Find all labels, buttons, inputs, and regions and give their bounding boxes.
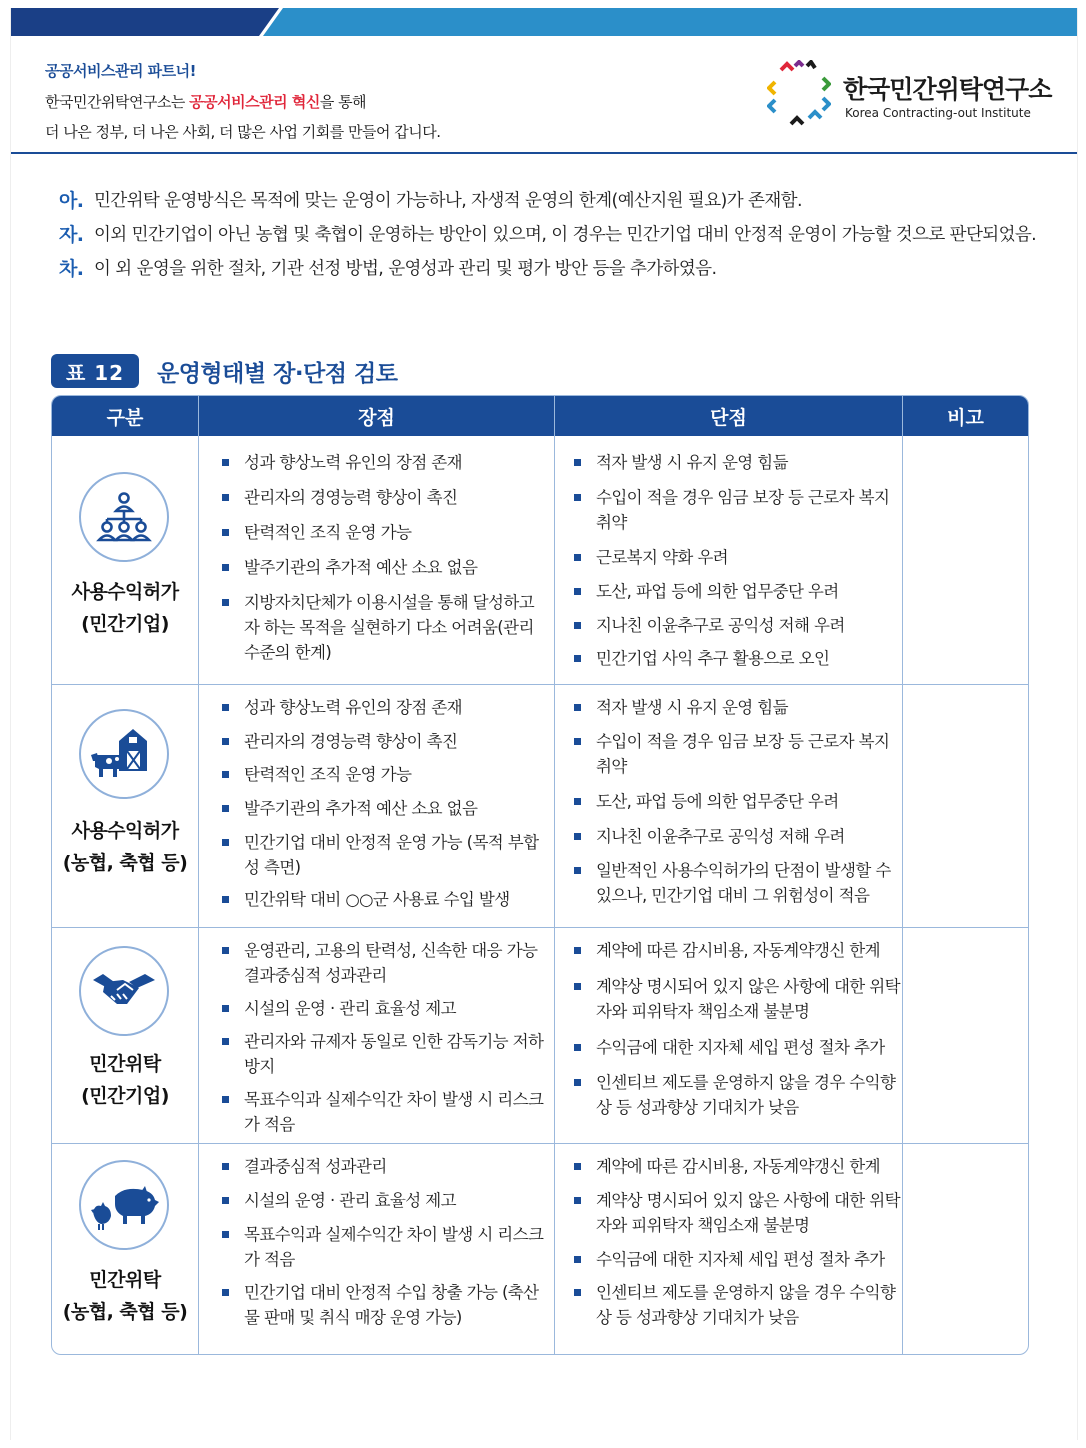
- table-caption: [51, 353, 397, 389]
- barn-cow-icon: [79, 709, 169, 799]
- logo-mark-icon: [767, 60, 831, 130]
- cons-list: [570, 1154, 900, 1330]
- row-category: [52, 1144, 198, 1354]
- pros-item: 시설의 운영 · 관리 효율성 제고: [218, 996, 550, 1021]
- pros-item: 발주기관의 추가적 예산 소요 없음: [218, 796, 548, 821]
- list-item: [59, 252, 1039, 286]
- header-cons: 단점: [710, 406, 747, 429]
- pros-item: 탄력적인 조직 운영 가능: [218, 762, 548, 787]
- logo-name-en: Korea Contracting-out Institute: [845, 106, 1031, 120]
- list-item: [59, 218, 1039, 252]
- header-line-3: 더 나은 정부, 더 나은 사회, 더 많은 사업 기회를 만들어 갑니다.: [45, 123, 441, 141]
- organization-icon: [79, 472, 169, 562]
- category-label: 사용수익허가 (농협, 축협 등): [62, 820, 188, 874]
- cons-item: 적자 발생 시 유지 운영 힘듦: [570, 450, 896, 475]
- cons-item: 계약상 명시되어 있지 않은 사항에 대한 위탁자와 피위탁자 책임소재 불분명: [570, 1188, 900, 1238]
- table-title: 운영형태별 장·단점 검토: [157, 360, 398, 387]
- summary-list: [59, 184, 1039, 286]
- category-label: 민간위탁 (민간기업): [81, 1053, 169, 1107]
- header-pros: 장점: [358, 406, 395, 429]
- cons-item: 인센티브 제도를 운영하지 않을 경우 수익향상 등 성과향상 기대치가 낮음: [570, 1070, 900, 1120]
- header-intro: [45, 60, 441, 142]
- handshake-icon: [79, 946, 169, 1036]
- row-category: [52, 685, 198, 927]
- logo-name-ko: 한국민간위탁연구소: [843, 75, 1052, 104]
- pros-item: 시설의 운영 · 관리 효율성 제고: [218, 1188, 548, 1213]
- table-row: [52, 436, 1028, 684]
- cons-item: 일반적인 사용수익허가의 단점이 발생할 수 있으나, 민간기업 대비 그 위험성이 적음: [570, 858, 896, 908]
- document-page: [10, 8, 1078, 1440]
- pros-item: 발주기관의 추가적 예산 소요 없음: [218, 555, 548, 580]
- cons-list: [570, 695, 896, 908]
- header-tagline: 공공서비스관리 파트너!: [45, 62, 196, 80]
- table-row: [52, 928, 1028, 1143]
- cons-item: 계약상 명시되어 있지 않은 사항에 대한 위탁자와 피위탁자 책임소재 불분명: [570, 974, 900, 1024]
- item-text: 이 외 운영을 위한 절차, 기관 선정 방법, 운영성과 관리 및 평가 방안 등을 추가하였음.: [94, 259, 717, 279]
- table-row: [52, 685, 1028, 927]
- cons-list: [570, 938, 900, 1120]
- cons-item: 도산, 파업 등에 의한 업무중단 우려: [570, 579, 896, 604]
- pros-list: [218, 450, 548, 665]
- pros-item: 탄력적인 조직 운영 가능: [218, 520, 548, 545]
- cons-item: 계약에 따른 감시비용, 자동계약갱신 한계: [570, 938, 900, 963]
- pros-item: 운영관리, 고용의 탄력성, 신속한 대응 가능 결과중심적 성과관리: [218, 938, 550, 988]
- item-marker: 차.: [59, 258, 84, 280]
- cons-item: 적자 발생 시 유지 운영 힘듦: [570, 695, 896, 720]
- header-line-2: 한국민간위탁연구소는 공공서비스관리 혁신을 통해: [45, 93, 367, 111]
- comparison-table: [51, 395, 1029, 1355]
- cons-item: 수입이 적을 경우 임금 보장 등 근로자 복지 취약: [570, 485, 896, 535]
- item-marker: 아.: [59, 190, 84, 212]
- list-item: [59, 184, 1039, 218]
- pros-item: 관리자와 규제자 동일로 인한 감독기능 저하방지: [218, 1029, 550, 1079]
- item-text: 민간위탁 운영방식은 목적에 맞는 운영이 가능하나, 자생적 운영의 한계(예산지원 필요)가 존재함.: [94, 191, 802, 211]
- category-label: 사용수익허가 (민간기업): [71, 581, 179, 635]
- pros-item: 목표수익과 실제수익간 차이 발생 시 리스크가 적음: [218, 1087, 550, 1137]
- pros-item: 민간기업 대비 안정적 수입 창출 가능 (축산물 판매 및 취식 매장 운영 가능): [218, 1280, 548, 1330]
- cons-item: 계약에 따른 감시비용, 자동계약갱신 한계: [570, 1154, 900, 1179]
- livestock-icon: [79, 1160, 169, 1250]
- header-stripe: [11, 8, 1077, 36]
- cons-item: 도산, 파업 등에 의한 업무중단 우려: [570, 789, 896, 814]
- pros-item: 관리자의 경영능력 향상이 촉진: [218, 729, 548, 754]
- pros-list: [218, 695, 548, 912]
- cons-item: 민간기업 사익 추구 활용으로 오인: [570, 646, 896, 671]
- cons-item: 수익금에 대한 지자체 세입 편성 절차 추가: [570, 1035, 900, 1060]
- pros-item: 관리자의 경영능력 향상이 촉진: [218, 485, 548, 510]
- item-text: 이외 민간기업이 아닌 농협 및 축협이 운영하는 방안이 있으며, 이 경우는 민간기업 대비 안정적 운영이 가능할 것으로 판단되었음.: [94, 225, 1037, 245]
- cons-item: 수익금에 대한 지자체 세입 편성 절차 추가: [570, 1247, 900, 1272]
- item-marker: 자.: [59, 224, 84, 246]
- header-highlight: 공공서비스관리 혁신: [189, 93, 320, 111]
- row-category: [52, 928, 198, 1143]
- pros-item: 민간위탁 대비 ○○군 사용료 수입 발생: [218, 887, 548, 912]
- pros-item: 민간기업 대비 안정적 운영 가능 (목적 부합성 측면): [218, 830, 548, 880]
- cons-item: 근로복지 약화 우려: [570, 545, 896, 570]
- pros-item: 지방자치단체가 이용시설을 통해 달성하고자 하는 목적을 실현하기 다소 어려움(관리수준의 한계): [218, 590, 548, 665]
- cons-item: 지나친 이윤추구로 공익성 저해 우려: [570, 824, 896, 849]
- header-note: 비고: [947, 406, 984, 429]
- category-label: 민간위탁 (농협, 축협 등): [62, 1269, 188, 1323]
- table-row: [52, 1144, 1028, 1354]
- cons-item: 지나친 이윤추구로 공익성 저해 우려: [570, 613, 896, 638]
- row-category: [52, 436, 198, 684]
- cons-list: [570, 450, 896, 671]
- cons-item: 인센티브 제도를 운영하지 않을 경우 수익향상 등 성과향상 기대치가 낮음: [570, 1280, 900, 1330]
- pros-list: [218, 938, 550, 1137]
- pros-item: 성과 향상노력 유인의 장점 존재: [218, 695, 548, 720]
- pros-item: 결과중심적 성과관리: [218, 1154, 548, 1179]
- pros-list: [218, 1154, 548, 1330]
- pros-item: 성과 향상노력 유인의 장점 존재: [218, 450, 548, 475]
- table-number-badge: 표 12: [51, 354, 139, 388]
- header-category: 구분: [106, 406, 144, 429]
- header-divider: [11, 152, 1077, 154]
- pros-item: 목표수익과 실제수익간 차이 발생 시 리스크가 적음: [218, 1222, 548, 1272]
- cons-item: 수입이 적을 경우 임금 보장 등 근로자 복지 취약: [570, 729, 896, 779]
- institute-logo: [767, 60, 1067, 130]
